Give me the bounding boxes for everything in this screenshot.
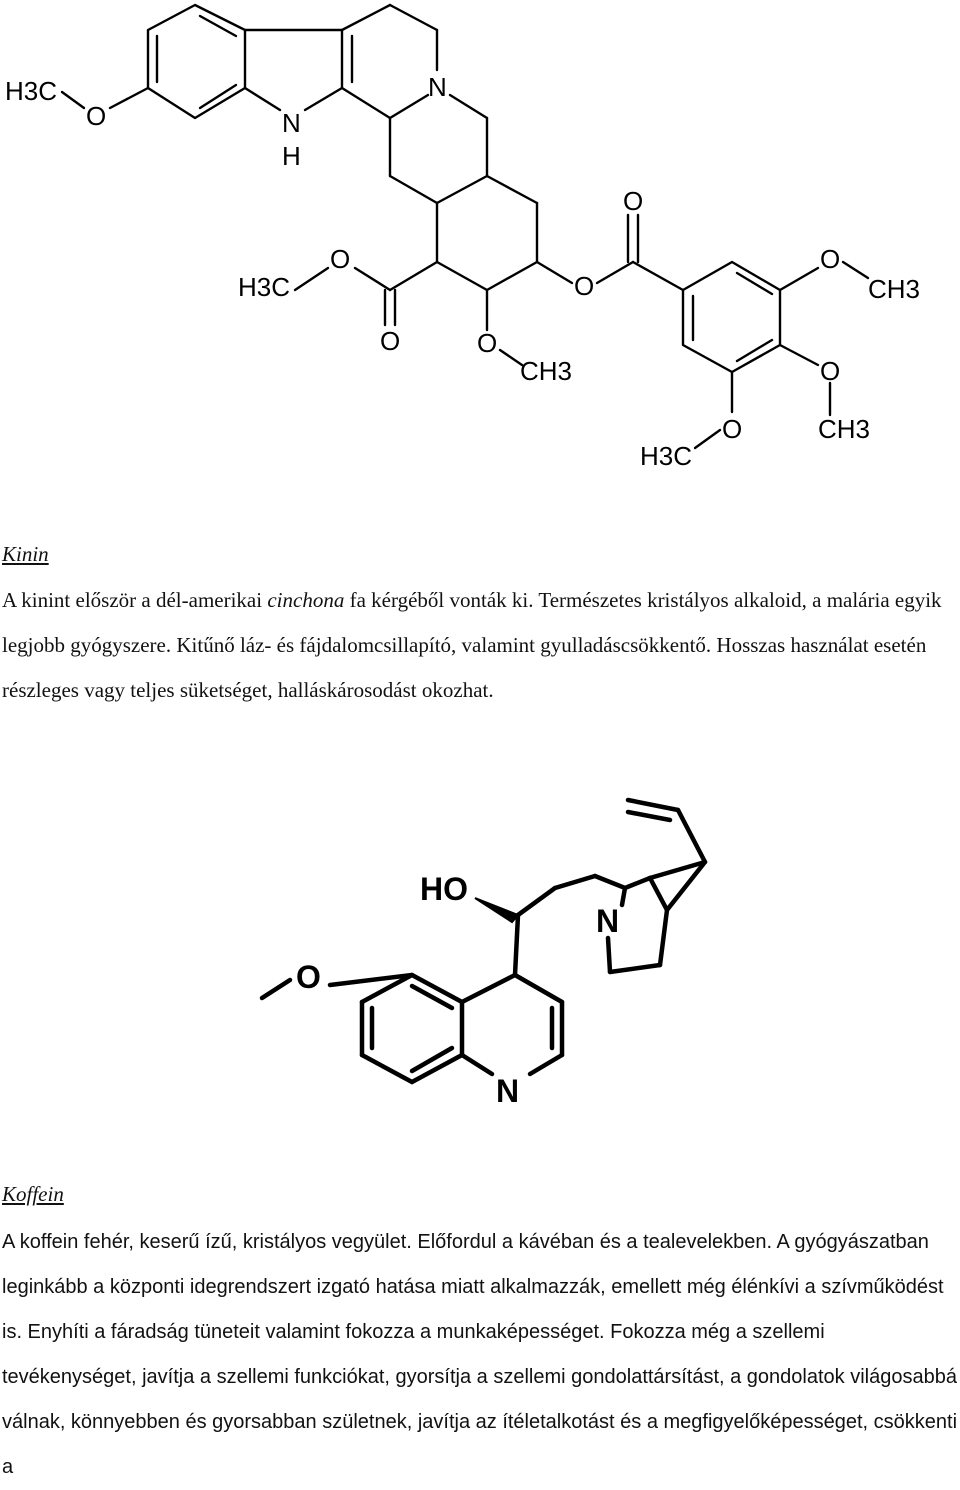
h3c-label-ester: H3C (238, 272, 291, 302)
oxygen-label-carbonyl2: O (623, 186, 644, 216)
ho-label: HO (420, 871, 468, 907)
nitrogen-label-quinoline: N (496, 1073, 520, 1109)
oxygen-label-top: O (86, 101, 107, 131)
kinin-heading: Kinin (2, 542, 49, 566)
oxygen-label-r3: O (722, 414, 743, 444)
nitrogen-label-bicyclic: N (596, 903, 620, 939)
oxygen-label-r2: O (820, 356, 841, 386)
ch3-label-r2: CH3 (818, 414, 871, 444)
hydrogen-label-nh: H (282, 141, 301, 171)
h3c-label-r3: H3C (640, 441, 693, 471)
ch3-label-methoxy: CH3 (520, 356, 573, 386)
ch3-label-r1: CH3 (868, 274, 921, 304)
kinin-paragraph: A kinint először a dél-amerikai cinchona fa kérgéből vonták ki. Természetes kristályos alkaloid, a malária egyik legjobb gyógyszere. Kitűnő láz- és fájdalomcsillapító, valamint gyulladáscsökkentő. Hosszas használat esetén részleges vagy teljes süketséget, halláskárosodást okozhat. (2, 588, 942, 702)
nitrogen-label-nh: N (282, 108, 301, 138)
chemical-structure-1 (0, 0, 960, 500)
kinin-section (2, 540, 958, 713)
oxygen-label-r1: O (820, 244, 841, 274)
oxygen-label-methoxy-2: O (296, 959, 321, 995)
koffein-heading: Koffein (2, 1182, 64, 1206)
oxygen-label-ester: O (330, 244, 351, 274)
oxygen-label-methoxy: O (477, 328, 498, 358)
nitrogen-label-ring: N (428, 72, 447, 102)
koffein-section (2, 1180, 958, 1490)
h3c-label-top: H3C (5, 76, 58, 106)
oxygen-label-carbonyl1: O (380, 326, 401, 356)
oxygen-label-link: O (574, 271, 595, 301)
chemical-structure-2 (0, 780, 960, 1160)
koffein-paragraph: A koffein fehér, keserű ízű, kristályos vegyület. Előfordul a kávéban és a tealevelekben. A gyógyászatban leginkább a központi idegrendszert izgató hatása miatt alkalmazzák, emellett még élénkívi a szívműködést is. Enyhíti a fáradság tüneteit valamint fokozza a munkaképességet. Fokozza még a szellemi tevékenységet, javítja a szellemi funkciókat, gyorsítja a szellemi gondolattársítást, a gondolatok világosabbá válnak, könnyebben és gyorsabban születnek, javítja az ítéletalkotást és a megfigyelőképességet, csökkenti a (2, 1231, 958, 1478)
